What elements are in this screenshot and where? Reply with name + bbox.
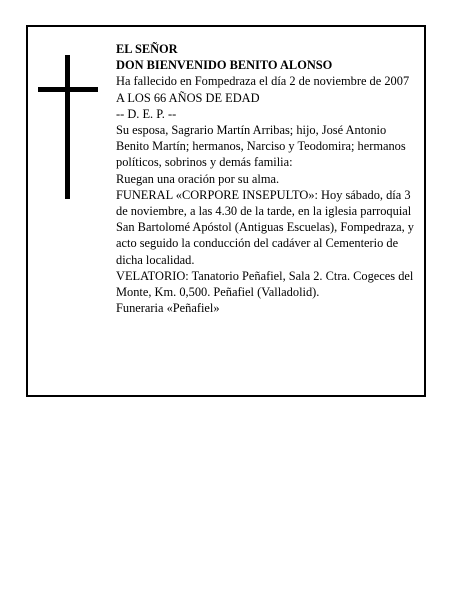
family-paragraph: Su esposa, Sagrario Martín Arribas; hijo, José Antonio Benito Martín; hermanos, Narciso y Teodomira; hermanos políticos, sobrinos y demás familia: bbox=[116, 123, 406, 170]
cross-horizontal-bar bbox=[38, 87, 98, 92]
deceased-name: DON BIENVENIDO BENITO ALONSO bbox=[116, 58, 333, 73]
deceased-title-line1: EL SEÑOR bbox=[116, 42, 178, 56]
obituary-notice bbox=[26, 25, 426, 397]
death-info: Ha fallecido en Fompedraza el día 2 de noviembre de 2007 bbox=[116, 74, 410, 89]
rip-line: -- D. E. P. -- bbox=[116, 106, 177, 121]
cross-icon bbox=[38, 55, 98, 199]
funeral-paragraph: FUNERAL «CORPORE INSEPULTO»: Hoy sábado, día 3 de noviembre, a las 4.30 de la tarde, en la iglesia parroquial San Bartolomé Apóstol (Antiguas Escuelas), Fompedraza, y acto seguido la conducción del cadáver al Cementerio de dicha localidad. bbox=[116, 187, 415, 267]
cross-vertical-bar bbox=[65, 55, 70, 199]
funeral-home: Funeraria «Peñafiel» bbox=[116, 301, 220, 316]
obituary-text bbox=[116, 41, 416, 316]
prayer-line: Ruegan una oración por su alma. bbox=[116, 171, 280, 186]
age-line: A LOS 66 AÑOS DE EDAD bbox=[116, 90, 260, 105]
wake-paragraph: VELATORIO: Tanatorio Peñafiel, Sala 2. Ctra. Cogeces del Monte, Km. 0,500. Peñafiel (Valladolid). bbox=[116, 268, 414, 300]
